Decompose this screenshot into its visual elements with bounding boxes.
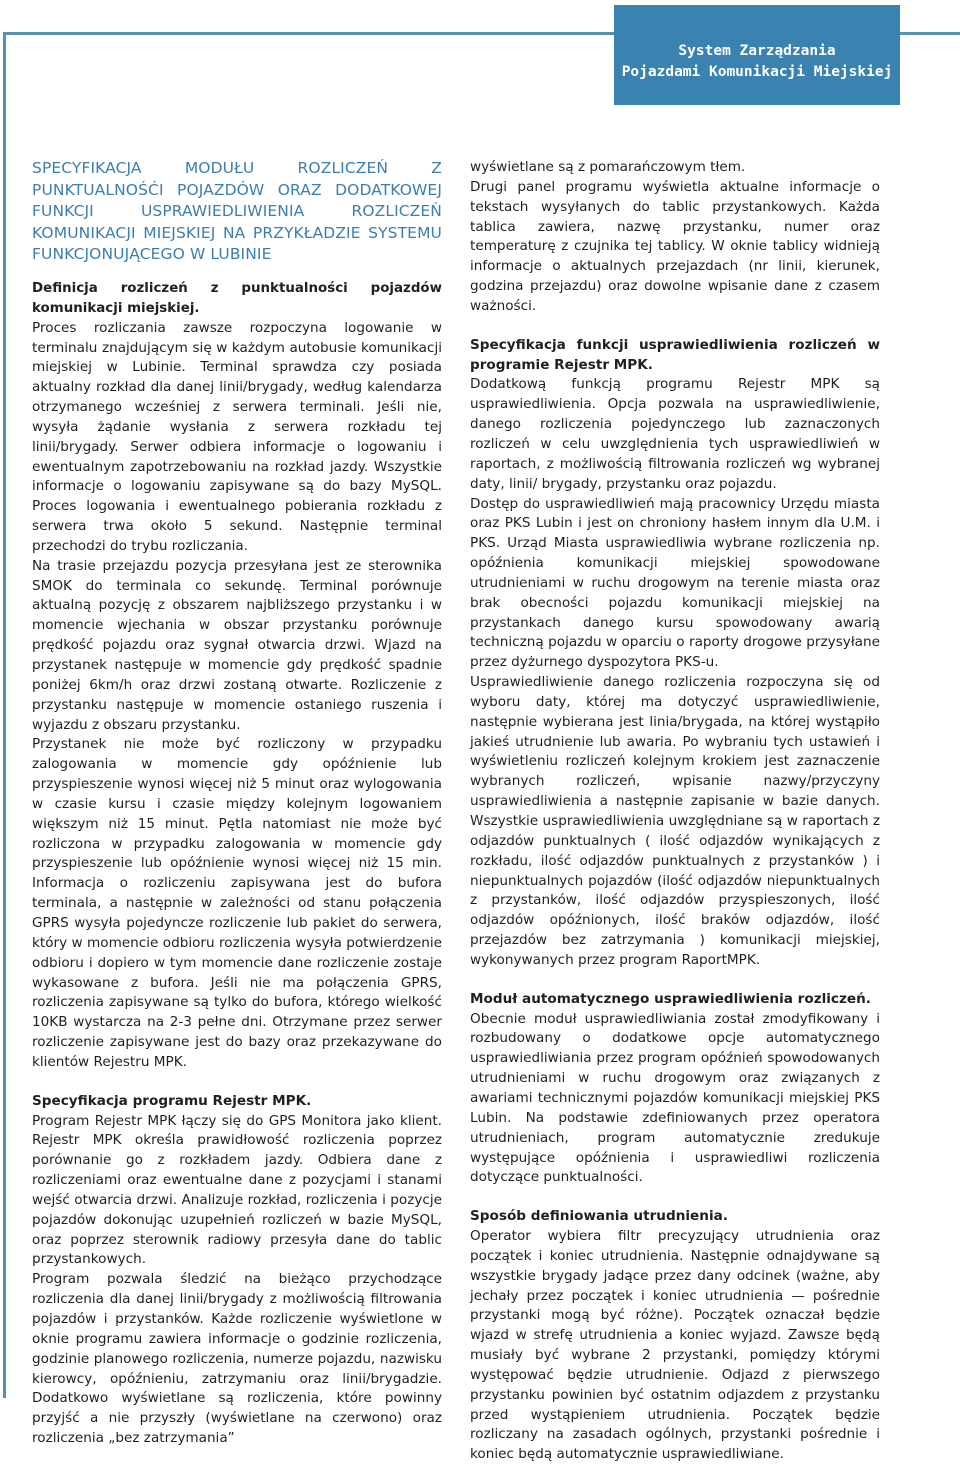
paragraph-program-tracking: Program pozwala śledzić na bieżąco przychodzące rozliczenia dla danej linii/brygady z możliwością filtrowania pojazdów i przystanków. Każde rozliczenie wyświetlone w oknie programu zawiera informacje o godzinie rozliczenia, godzinie planowego rozliczenia, numerze pojazdu, nazwisku kierowcy, opóźnieniu, zatrzymaniu oraz linii/brygadzie. Dodatkowo wyświetlane są rozliczenia, które powinny przyjść a nie przyszły (wyświetlane na czerwono) oraz rozliczenia „bez zatrzymania” xyxy=(32,1271,442,1447)
header-title-line-1: System Zarządzania xyxy=(678,43,836,59)
paragraph-justification-process: Usprawiedliwienie danego rozliczenia rozpoczyna się od wyboru daty, której ma dotyczyć usprawiedliwienie, następnie wybierana jest linia/brygada, na której wystąpiło jakieś utrudnienie lub awaria. Po wybraniu tych ustawień i wyświetleniu rozliczeń kolejnym krokiem jest zaznaczenie wybranych rozliczeń, wpisanie nazwy/przyczyny usprawiedliwienia a następnie zapisanie w bazie danych. Wszystkie usprawiedliwienia uwzględniane są w raportach z odjazdów punktualnych ( ilość odjazdów wynikających z rozkładu, ilość odjazdów punktualnych z przystanków ) i niepunktualnych pojazdów (ilość odjazdów niepunktualnych z przystanków, ilość odjazdów przyspieszonych, ilość odjazdów opóźnionych, ilość braków odjazdów, ilość przejazdów bez zatrzymania ) komunikacji miejskiej, wykonywanych przez program RaportMPK. xyxy=(470,674,880,968)
header-title-line-2: Pojazdami Komunikacji Miejskiej xyxy=(621,64,893,80)
paragraph-stop-detection: Na trasie przejazdu pozycja przesyłana jest ze sterownika SMOK do terminala co sekundę. Terminal porównuje aktualną pozycję z obszarem najbliższego przystanku i w momencie wjechania w obszar przystanku porównuje prędkość pojazdu oraz sygnał otwarcia drzwi. Wjazd na przystanek następuje w momencie gdy prędkość spadnie poniżej 6km/h oraz drzwi zostaną otwarte. Rozliczenie z przystanku następuje w momencie ostaniego ruszenia i wyjazdu z obszaru przystanku. xyxy=(32,557,442,733)
document-title: SPECYFIKACJA MODUŁU ROZLICZEŃ Z PUNKTUALNOŚĆI POJAZDÓW ORAZ DODATKOWEJ FUNKCJI USPRAWIEDLIWIENIA ROZLICZEŃ KOMUNIKACJI MIEJSKIEJ NA PRZYKŁADZIE SYSTEMU FUNKCJONUJĄCEGO W LUBINIE xyxy=(32,159,442,264)
paragraph-orange-background: wyświetlane są z pomarańczowym tłem. xyxy=(470,159,746,175)
paragraph-second-panel: Drugi panel programu wyświetla aktualne informacje o tekstach wysyłanych do tablic przystankowych. Każda tablica zawiera, nazwę przystanku, numer oraz temperaturę z czujnika tej tablicy. W oknie tablicy widnieją informacje o aktualnych przejazdach (nr linii, kierunek, godzina przejazdu) oraz dowolne wpisanie dane z czasem ważności. xyxy=(470,178,880,314)
paragraph-justification-option: Dodatkową funkcją programu Rejestr MPK są usprawiedliwienia. Opcja pozwala na usprawiedliwienie, danego rozliczenia pojedynczego lub zaznaczonych rozliczeń w celu uwzględnienia tych usprawiedliwień w raportach, z możliwością filtrowania rozliczeń wg wybranej daty, linii/ brygady, przystanku oraz pojazdu. xyxy=(470,376,880,492)
paragraph-settlement-rules: Przystanek nie może być rozliczony w przypadku zalogowania w momencie gdy opóźnienie lub przyspieszenie wynosi więcej niż 5 minut oraz wylogowania w czasie kursu i czasie między kolejnym logowaniem większym niż 15 minut. Pętla natomiast nie może być rozliczona w przypadku zalogowania w momencie gdy przyspieszenie lub opóźnienie wynosi więcej niż 15 min. Informacja o rozliczeniu zapisywana jest do bufora terminala, a następnie w zależności od stanu połączenia GPRS wysyła pojedyncze rozliczenie lub pakiet do serwera, który w momencie odbioru rozliczenia wysyła potwierdzenie odbioru i dopiero w tym momencie dane rozliczenie zostaje wykasowane z bufora. Jeśli nie ma połączenia GPRS, rozliczenia zapisywane są tylko do bufora, którego wielkość 10KB wystarcza na 2-3 pełne dni. Otrzymane przez serwer rozliczenie zapisywane jest do bazy oraz przekazywane do klientów Rejestru MPK. xyxy=(32,736,442,1070)
left-column xyxy=(32,158,442,1449)
right-column xyxy=(470,158,880,1465)
section-heading-obstruction-definition: Sposób definiowania utrudnienia. xyxy=(470,1208,728,1225)
section-heading-justification: Specyfikacja funkcji usprawiedliwienia rozliczeń w programie Rejestr MPK. xyxy=(470,336,880,373)
page-frame-left-rule xyxy=(3,32,6,1398)
header-badge xyxy=(614,5,900,105)
section-heading-rejestr-mpk: Specyfikacja programu Rejestr MPK. xyxy=(32,1092,312,1109)
paragraph-obstruction-definition: Operator wybiera filtr precyzujący utrudnienia oraz początek i koniec utrudnienia. Następnie odnajdywane są wszystkie brygady jadące przez dany odcinek (ważne, aby jechały przez początek i koniec utrudnienia — pośrednie przystanki mogą być różne). Początek oznaczał będzie wjazd w strefę utrudnienia a koniec wyjazd. Zawsze będą musiały być wybrane 2 przystanki, pomiędzy którymi występować będzie utrudnienie. Odjazd z pierwszego przystanku powinien być ostatnim odjazdem z przystanku przed wystąpieniem utrudnienia. Początek będzie rozliczany na zasadach ogólnych, przystanki pośrednie i koniec będą automatycznie usprawiedliwiane. xyxy=(470,1228,880,1463)
section-heading-auto-justification: Moduł automatycznego usprawiedliwienia rozliczeń. xyxy=(470,990,871,1007)
paragraph-justification-access: Dostęp do usprawiedliwień mają pracownicy Urzędu miasta oraz PKS Lubin i jest on chroniony hasłem innym dla U.M. i PKS. Urząd Miasta usprawiedliwia wybrane rozliczenia np. opóźnienia komunikacji miejskiej spowodowane utrudnieniami w ruchu drogowym na terenie miasta oraz brak obecności pojazdu komunikacji miejskiej na przystankach danego kursu spowodowany awarią techniczną pojazdu w oparciu o raporty drogowe przysyłane przez dyżurnego dyspozytora PKS-u. xyxy=(470,495,880,671)
paragraph-rejestr-mpk: Program Rejestr MPK łączy się do GPS Monitora jako klient. Rejestr MPK określa prawidłowość rozliczenia poprzez porównanie go z rozkładem jazdy. Odbiera dane z rozliczeniami oraz ewentualne dane z pozycjami i stanami wejść otwarcia drzwi. Analizuje rozkład, rozliczenia i pozycje pojazdów dokonując uzupełnień rozliczeń w bazie MySQL, oraz poprzez sterownik radiowy przesyła dane do tablic przystankowych. xyxy=(32,1112,442,1268)
definition-heading: Definicja rozliczeń z punktualności pojazdów komunikacji miejskiej. xyxy=(32,280,442,316)
paragraph-logging-process: Proces rozliczania zawsze rozpoczyna logowanie w terminalu znajdującym się w każdym autobusie komunikacji miejskiej w Lubinie. Terminal sprawdza czy posiada aktualny rozkład dla danej linii/brygady, według kalendarza otrzymanego wcześniej z serwera terminali. Jeśli nie, wysyła żądanie wysłania z serwera rozkładu tej linii/brygady. Serwer odbiera informacje o logowaniu i ewentualnym zapotrzebowaniu na rozkład jazdy. Wszystkie informacje o logowaniu zapisywane są do bazy MySQL. Proces logowania i ewentualnego pobierania rozkładu z serwera trwa około 5 sekund. Następnie terminal przechodzi do trybu rozliczania. xyxy=(32,319,442,554)
paragraph-auto-justification: Obecnie moduł usprawiedliwiania został zmodyfikowany i rozbudowany o dodatkowe opcje automatycznego usprawiedliwiania przez program opóźnień spowodowanych utrudnieniami w ruchu drogowym oraz związanych z awariami technicznymi pojazdów komunikacji miejskiej PKS Lubin. Na podstawie zdefiniowanych przez operatora utrudnieniach, program automatycznie zredukuje występujące opóźnienia i usprawiedliwi rozliczenia dotyczące punktualności. xyxy=(470,1010,880,1186)
